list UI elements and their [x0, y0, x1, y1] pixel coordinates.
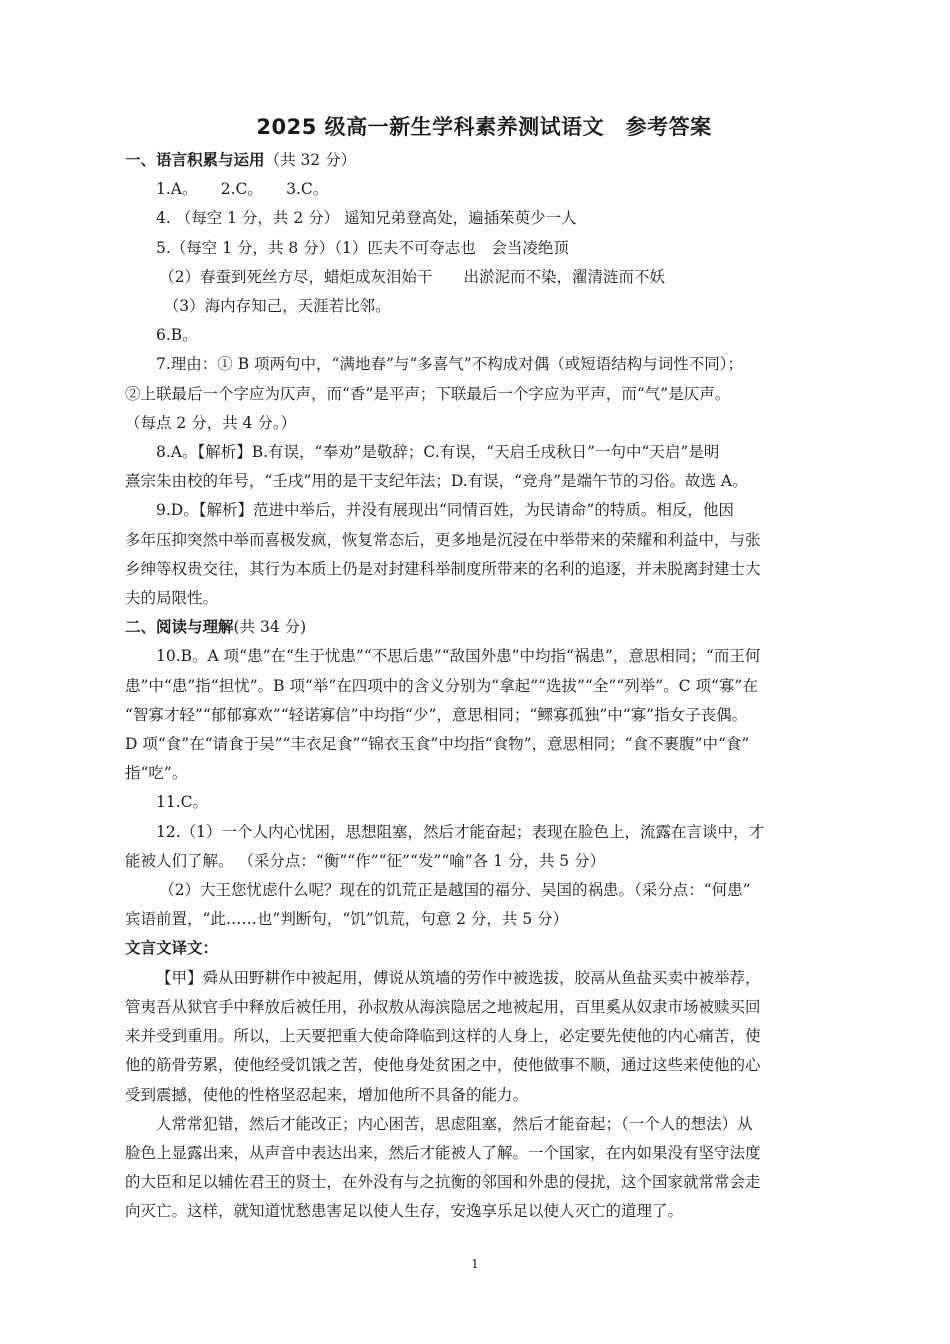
answer-line: 患”中“患”指“担忧”。B 项“举”在四项中的含义分别为“拿起”“选拔”“全”“列举”。C 项“寡”在: [125, 676, 758, 695]
translation-line: 受到震撼，使他的性格坚忍起来，增加他所不具备的能力。: [125, 1085, 529, 1104]
section2-heading-text: 二、阅读与理解: [125, 618, 234, 637]
translation-heading: 文言文译文：: [125, 939, 219, 958]
answer-line: （2）春蚕到死丝方尽，蜡炬成灰泪始干 出淤泥而不染，濯清涟而不妖: [159, 267, 665, 286]
answer-line: 10.B。A 项“患”在“生于忧患”“不思后患”“敌国外患”中均指“祸患”，意思相同；“而王何: [156, 647, 761, 666]
answer-line: （2）大王您忧虑什么呢？现在的饥荒正是越国的福分、吴国的祸患。（采分点：“何患”: [159, 881, 751, 900]
answer-line: 6.B。: [156, 326, 198, 345]
answer-line: 5.（每空 1 分，共 8 分）（1）匹夫不可夺志也 会当凌绝顶: [156, 238, 569, 257]
answer-line: （每点 2 分，共 4 分。）: [125, 413, 297, 432]
translation-line: 【甲】舜从田野耕作中被起用，傅说从筑墙的劳作中被选拔，胶鬲从鱼盐买卖中被举荐，: [156, 968, 761, 987]
answer-line: ②上联最后一个字应为仄声，而“香”是平声；下联最后一个字应为平声，而“气”是仄声。: [125, 384, 731, 403]
document-title: 2025 级高一新生学科素养测试语文 参考答案: [256, 115, 712, 139]
translation-line: 的大臣和足以辅佐君王的贤士，在外没有与之抗衡的邻国和外患的侵扰，这个国家就常常会走: [125, 1173, 761, 1192]
translation-line: 来并受到重用。所以，上天要把重大使命降临到这样的人身上，必定要先使他的内心痛苦，使: [125, 1027, 761, 1046]
answer-document: [125, 110, 843, 1227]
answer-line: 熹宗朱由校的年号，“壬戌”用的是干支纪年法；D.有误，“竞舟”是端午节的习俗。故选 A。: [125, 472, 748, 491]
answer-line: 宾语前置，“此……也”判断句，“饥”饥荒，句意 2 分，共 5 分）: [125, 910, 569, 929]
answer-line: 多年压抑突然中举而喜极发疯，恢复常态后，更多地是沉浸在中举带来的荣耀和利益中，与张: [125, 530, 761, 549]
answer-line: 8.A。【解析】B.有误，“奉劝”是敬辞；C.有误，“天启壬戌秋日”一句中“天启”是明: [156, 443, 720, 462]
answer-line: 11.C。: [156, 793, 209, 812]
section1-score: （共 32 分）: [264, 151, 357, 169]
answer-line: 4. （每空 1 分，共 2 分） 遥知兄弟登高处，遍插茱萸少一人: [156, 209, 577, 228]
answer-line: （3）海内存知己，天涯若比邻。: [163, 297, 391, 316]
answer-line: 9.D。【解析】范进中举后，并没有展现出“同情百姓，为民请命”的特质。相反，他因: [156, 501, 734, 520]
answer-line: 乡绅等权贵交往，其行为本质上仍是对封建科举制度所带来的名利的追逐，并未脱离封建士大: [125, 559, 761, 578]
answer-line: 能被人们了解。 （采分点：“衡”“作”“征”“发”“喻”各 1 分，共 5 分）: [125, 851, 606, 870]
translation-line: 他的筋骨劳累，使他经受饥饿之苦，使他身处贫困之中，使他做事不顺，通过这些来使他的心: [125, 1056, 761, 1075]
section1-heading: [125, 146, 843, 175]
answer-line: “智寡才轻”“郁郁寡欢”“轻诺寡信”中均指“少”，意思相同；“鳏寡孤独”中“寡”指女子丧偶。: [125, 705, 748, 724]
translation-line: 人常常犯错，然后才能改正；内心困苦，思虑阻塞，然后才能奋起；（一个人的想法）从: [156, 1114, 753, 1133]
section1-heading-text: 一、语言积累与运用: [125, 151, 265, 169]
page-number: 1: [471, 1257, 479, 1271]
answer-line: D 项“食”在“请食于吴”“丰衣足食”“锦衣玉食”中均指“食物”，意思相同；“食不裹腹”中“食”: [125, 735, 750, 754]
answer-line: 指“吃”。: [125, 764, 188, 783]
answer-line: 12.（1）一个人内心忧困，思想阻塞，然后才能奋起；表现在脸色上，流露在言谈中，才: [156, 822, 765, 841]
answer-line: 7.理由：① B 项两句中，“满地春”与“多喜气”不构成对偶（或短语结构与词性不同）；: [156, 355, 743, 374]
translation-line: 向灭亡。这样，就知道忧愁患害足以使人生存，安逸享乐足以使人灭亡的道理了。: [125, 1202, 684, 1221]
answer-line: 夫的局限性。: [125, 589, 219, 608]
section2-score: (共 34 分): [233, 618, 307, 637]
translation-line: 管夷吾从狱官手中释放后被任用，孙叔敖从海滨隐居之地被起用，百里奚从奴隶市场被赎买回: [125, 997, 761, 1016]
answer-line: 1.A。 2.C。 3.C。: [156, 180, 329, 199]
translation-line: 脸色上显露出来，从声音中表达出来，然后才能被人了解。一个国家，在内如果没有坚守法度: [125, 1143, 761, 1162]
section2-heading: [125, 613, 843, 642]
